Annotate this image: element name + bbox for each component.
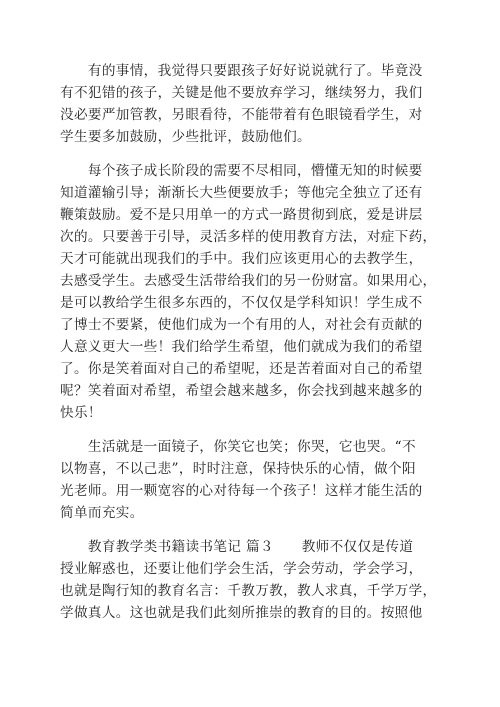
text-line: 有不犯错的孩子，关键是他不要放弃学习，继续努力，我们: [60, 85, 423, 101]
text-line: 学做真人。这也就是我们此刻所推崇的教育的目的。按照他: [60, 605, 423, 621]
text-line: 简单而充实。: [60, 505, 144, 521]
document-body: [60, 60, 441, 624]
text-line: 生活就是一面镜子，你笑它也笑；你哭，它也哭。“不: [60, 439, 416, 455]
text-line: 没必要严加管教，另眼看待，不能带着有色眼镜看学生，对: [60, 107, 423, 123]
paragraph-2: [60, 160, 441, 424]
text-line: 了。你是笑着面对自己的希望呢，还是苦着面对自己的希望: [60, 361, 423, 377]
text-line: 也就是陶行知的教育名言：千教万教，教人求真，千学万学，: [60, 583, 437, 599]
text-line: 了博士不要紧，使他们成为一个有用的人，对社会有贡献的: [60, 317, 423, 333]
text-line: 呢？笑着面对希望，希望会越来越多，你会找到越来越多的: [60, 383, 423, 399]
text-line: 鞭策鼓励。爱不是只用单一的方式一路贯彻到底，爱是讲层: [60, 207, 423, 223]
paragraph-spacing: [60, 424, 441, 436]
paragraph-1: [60, 60, 441, 148]
paragraph-spacing: [60, 524, 441, 536]
text-line: 教育教学类书籍读书笔记 篇３ 教师不仅仅是传道: [60, 539, 414, 555]
text-line: 去感受学生。去感受生活带给我们的另一份财富。如果用心，: [60, 273, 437, 289]
text-line: 人意义更大一些！我们给学生希望，他们就成为我们的希望: [60, 339, 423, 355]
text-line: 光老师。用一颗宽容的心对待每一个孩子！这样才能生活的: [60, 483, 423, 499]
text-line: 快乐！: [60, 405, 102, 421]
paragraph-4: [60, 536, 441, 624]
text-line: 学生要多加鼓励，少些批评，鼓励他们。: [60, 129, 311, 145]
text-line: 有的事情，我觉得只要跟孩子好好说说就行了。毕竟没: [60, 63, 423, 79]
text-line: 次的。只要善于引导，灵活多样的使用教育方法，对症下药，: [60, 229, 437, 245]
text-line: 是可以教给学生很多东西的，不仅仅是学科知识！学生成不: [60, 295, 423, 311]
paragraph-3: [60, 436, 441, 524]
text-line: 天才可能就出现我们的手中。我们应该更用心的去教学生，: [60, 251, 423, 267]
text-line: 每个孩子成长阶段的需要不尽相同，懵懂无知的时候要: [60, 163, 423, 179]
text-line: 知道灌输引导；渐渐长大些便要放手；等他完全独立了还有: [60, 185, 423, 201]
text-line: 以物喜，不以己悲”，时时注意，保持快乐的心情，做个阳: [60, 461, 416, 477]
text-line: 授业解惑也，还要让他们学会生活，学会劳动，学会学习，: [60, 561, 423, 577]
paragraph-spacing: [60, 148, 441, 160]
